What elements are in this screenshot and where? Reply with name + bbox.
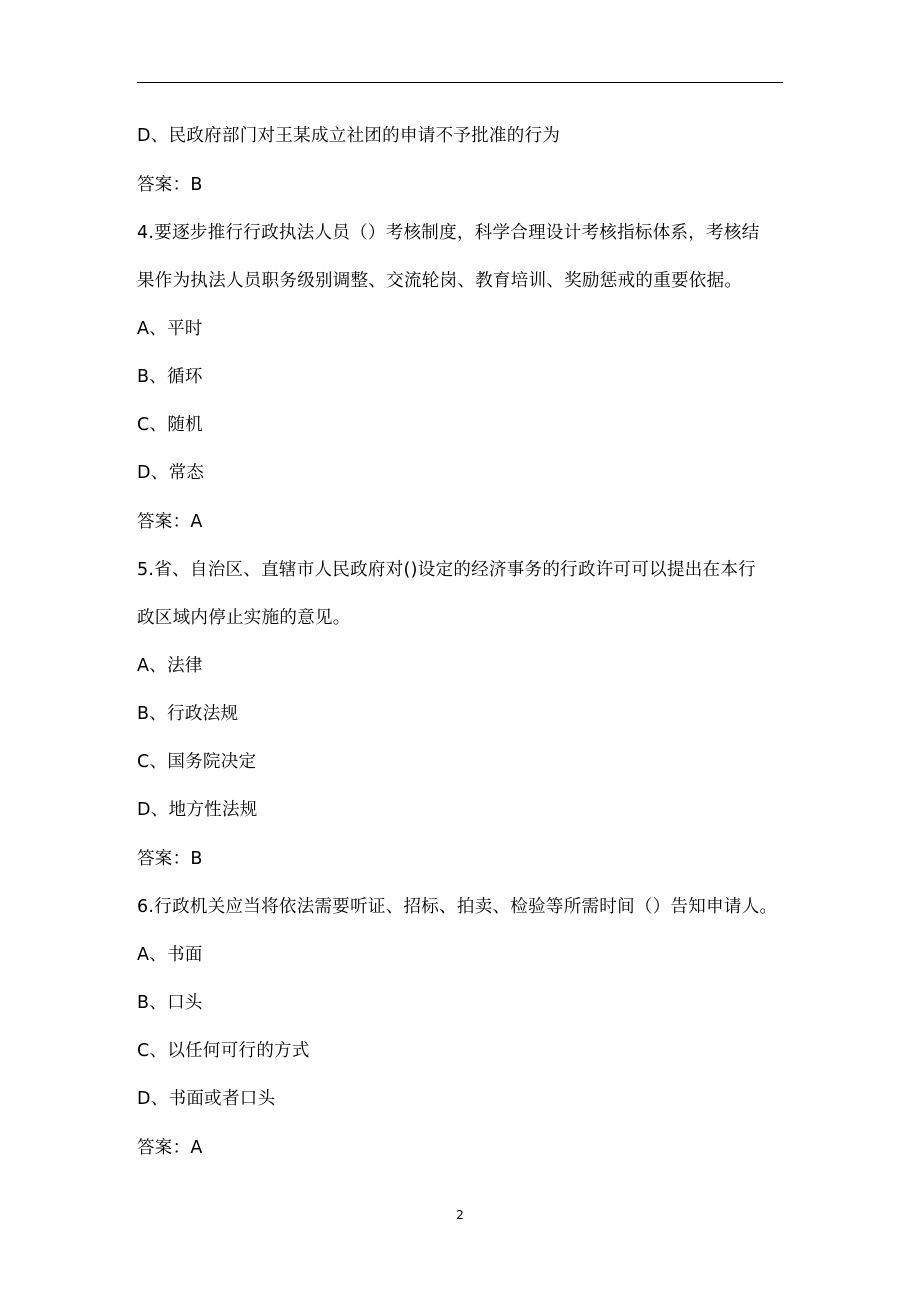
answer-line: 答案：B — [137, 175, 203, 195]
question-line: 6.行政机关应当将依法需要听证、招标、拍卖、检验等所需时间（）告知申请人。 — [137, 897, 778, 917]
option-line: B、口头 — [137, 993, 203, 1013]
option-line: A、平时 — [137, 319, 203, 339]
option-line: A、书面 — [137, 945, 203, 965]
option-line: D、民政府部门对王某成立社团的申请不予批准的行为 — [137, 126, 561, 146]
question-line: 4.要逐步推行行政执法人员（）考核制度，科学合理设计考核指标体系，考核结 — [137, 223, 760, 243]
page-number: 2 — [456, 1208, 464, 1222]
option-line: C、以任何可行的方式 — [137, 1041, 310, 1061]
answer-line: 答案：A — [137, 512, 203, 532]
option-line: A、法律 — [137, 656, 203, 676]
header-rule — [137, 82, 783, 83]
option-line: D、常态 — [137, 463, 205, 483]
question-line: 政区域内停止实施的意见。 — [137, 608, 351, 628]
option-line: D、地方性法规 — [137, 800, 258, 820]
option-line: C、国务院决定 — [137, 752, 257, 772]
answer-line: 答案：B — [137, 849, 203, 869]
question-line: 5.省、自治区、直辖市人民政府对()设定的经济事务的行政许可可以提出在本行 — [137, 560, 756, 580]
answer-line: 答案：A — [137, 1138, 203, 1158]
option-line: D、书面或者口头 — [137, 1089, 276, 1109]
option-line: C、随机 — [137, 415, 203, 435]
option-line: B、循环 — [137, 367, 203, 387]
question-line: 果作为执法人员职务级别调整、交流轮岗、教育培训、奖励惩戒的重要依据。 — [137, 271, 743, 291]
option-line: B、行政法规 — [137, 704, 239, 724]
